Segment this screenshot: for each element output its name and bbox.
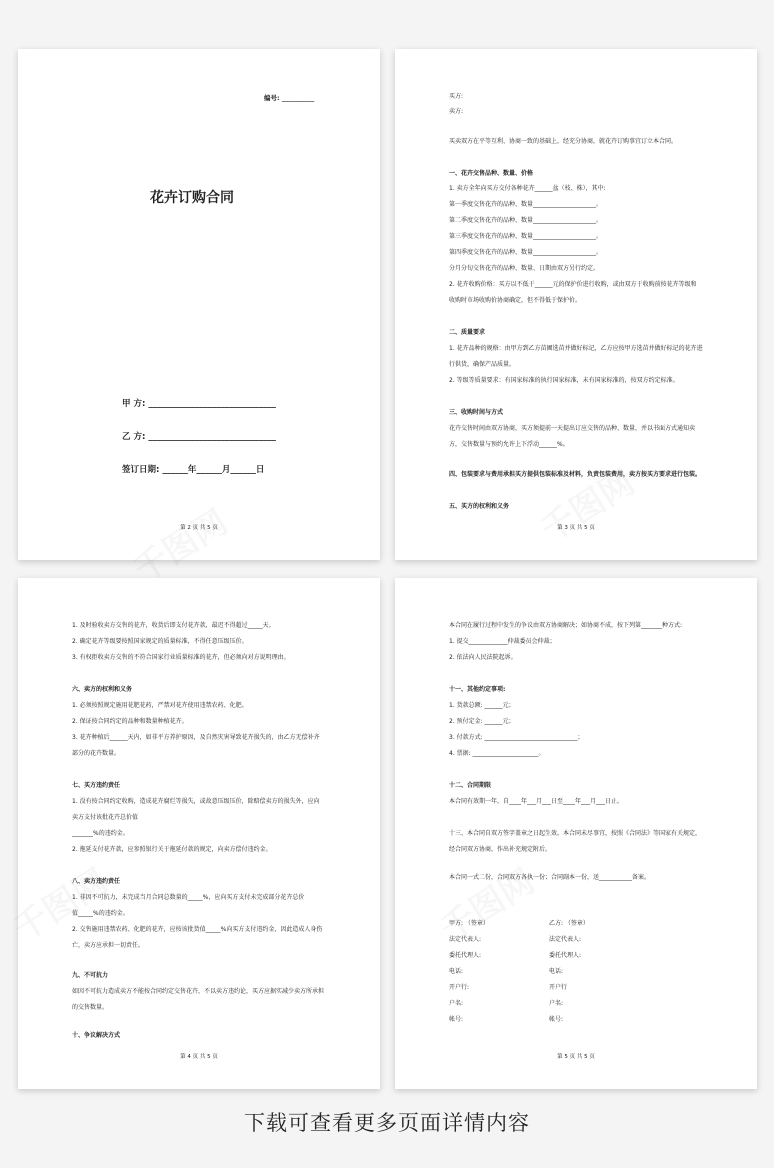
paragraph-line: 方，交售数量与预约允许上下浮动______%。 xyxy=(449,441,569,448)
signature-field: 帐号: xyxy=(549,1016,564,1023)
paragraph-line: 2. 花卉收购价格：买方以不低于______元的保护价进行收购，或由双方于收购前按花卉等级和 xyxy=(449,281,697,288)
paragraph-line: 2. 确定花卉等级要按照国家规定的质量标准，不得任意压级压价。 xyxy=(72,638,248,645)
sign-date-line: 签订日期: ______年______月______日 xyxy=(122,465,265,475)
signature-field: 户名: xyxy=(449,1000,464,1007)
page-3 xyxy=(18,578,380,1089)
paragraph-line: 花卉交售时间由双方协商，买方须提前一天提出订应交售的品种、数量，并以书面方式通知卖 xyxy=(449,425,696,432)
download-caption: 下载可查看更多页面详情内容 xyxy=(244,1111,530,1135)
paragraph-line: 经合同双方协商，作出补充规定附后。 xyxy=(449,846,552,853)
page-footer: 第 2 页 共 5 页 xyxy=(180,525,218,531)
paragraph-line: 3. 花卉种植后______天内，如非平方养护原因，及自然灾害导致花卉损失的，由乙方无偿补齐 xyxy=(72,734,320,741)
paragraph-line: 分月分旬交售花卉的品种、数量、日期由双方另行约定。 xyxy=(449,265,600,272)
signature-field: 乙方: （签章） xyxy=(549,920,589,927)
paragraph-line: 如因不可抗力造成卖方不能按合同约定交售花卉，不以卖方违约论，买方应据实减少卖方所承担 xyxy=(72,988,325,995)
paragraph-line: 的交售数量。 xyxy=(72,1004,109,1011)
section-heading: 六、卖方的权利和义务 xyxy=(72,686,133,693)
signature-field: 委托代理人: xyxy=(449,952,482,959)
paragraph-line: 部分的花卉数量。 xyxy=(72,750,121,757)
signature-field: 开户行: xyxy=(449,984,470,991)
page-4 xyxy=(395,578,757,1089)
paragraph-line: 亡，卖方应承担一切责任。 xyxy=(72,942,145,949)
paragraph-line: 1. 非因不可抗力，未完成当月合同总数量的_____%，应向买方支付未完成部分花卉总价 xyxy=(72,894,305,901)
page-cover xyxy=(18,49,380,560)
page-footer: 第 5 页 共 5 页 xyxy=(557,1054,595,1060)
paragraph-line: 买方: xyxy=(449,93,464,100)
watermark xyxy=(3,855,115,951)
signature-field: 法定代表人: xyxy=(449,936,482,943)
watermark xyxy=(123,496,235,592)
party-b-line: 乙 方: ______________________________ xyxy=(122,432,276,442)
paragraph-line: 值_____%的违约金。 xyxy=(72,910,129,917)
paragraph-line: 2. 保证按合同约定的品种和数量种植花卉。 xyxy=(72,718,188,725)
signature-field: 帐号: xyxy=(449,1016,464,1023)
paragraph-line: 3. 有权拒收卖方交售的不符合国家行业质量标准的花卉，但必须向对方说明理由。 xyxy=(72,654,290,661)
watermark xyxy=(430,855,542,951)
section-heading: 四、包装要求与费用承担买方提供包装标准及材料，负责包装费用，卖方按买方要求进行包装。 xyxy=(449,471,702,478)
signature-field: 委托代理人: xyxy=(549,952,582,959)
paragraph-line: 十三、本合同自双方签字盖章之日起生效。本合同未尽事宜，按照《合同法》等国家有关规定， xyxy=(449,830,702,837)
signature-field: 户名: xyxy=(549,1000,564,1007)
section-heading: 二、质量要求 xyxy=(449,329,486,336)
paragraph-line: 2. 交售施用违禁农药、化肥的花卉，应按该批货值_____%向买方支付违约金，因此造成人身伤 xyxy=(72,926,323,933)
paragraph-line: 第一季度交售花卉的品种、数量_____________________。 xyxy=(449,201,603,208)
paragraph-line: 1. 提交_____________仲裁委员会仲裁； xyxy=(449,638,556,645)
paragraph-line: 1. 没有按合同约定收购，造成花卉腐烂等损失，或故意压级压价，除赔偿卖方的损失外，应向 xyxy=(72,798,320,805)
paragraph-line: 2. 预付定金: ______元； xyxy=(449,718,515,725)
contract-number-label: 编号: __________ xyxy=(264,94,315,102)
paragraph-line: 2. 等级等质量要求：有国家标准的执行国家标准，未有国家标准的，按双方约定标准。 xyxy=(449,377,679,384)
paragraph-line: 本合同一式二份，合同双方各执一份；合同副本一份，送___________备案。 xyxy=(449,874,651,881)
paragraph-line: 第二季度交售花卉的品种、数量_____________________。 xyxy=(449,217,603,224)
paragraph-line: _______%的违约金。 xyxy=(72,830,129,837)
signature-field: 开户行 xyxy=(549,984,568,991)
paragraph-line: 3. 付款方式: _______________________________； xyxy=(449,734,584,741)
section-heading: 十二、合同期限 xyxy=(449,782,492,789)
page-2 xyxy=(395,49,757,560)
section-heading: 十、争议解决方式 xyxy=(72,1032,121,1039)
section-heading: 五、买方的权利和义务 xyxy=(449,503,510,510)
paragraph-line: 收购时市场收购价协商确定，但不得低于保护价。 xyxy=(449,297,582,304)
page-footer: 第 4 页 共 5 页 xyxy=(180,1054,218,1060)
paragraph-line: 1. 货款总额: ______元； xyxy=(449,702,515,709)
paragraph-line: 第三季度交售花卉的品种、数量_____________________。 xyxy=(449,233,603,240)
section-heading: 十一、其他约定事项: xyxy=(449,686,506,693)
paragraph-line: 本合同在履行过程中发生的争议由双方协商解决；如协商不成，按下列第_______种方式: xyxy=(449,622,683,629)
paragraph-line: 卖方: xyxy=(449,108,464,115)
paragraph-line: 1. 及时验收卖方交售的花卉，收货后即支付花卉款，最迟不得超过_____天。 xyxy=(72,622,275,629)
contract-title: 花卉订购合同 xyxy=(150,190,234,206)
section-heading: 一、花卉交售品种、数量、价格 xyxy=(449,170,534,177)
signature-field: 法定代表人: xyxy=(549,936,582,943)
section-heading: 八、卖方违约责任 xyxy=(72,878,121,885)
paragraph-line: 行供货，确保产品质量。 xyxy=(449,361,516,368)
paragraph-line: 2. 拖延支付花卉款，应参照银行关于拖延付款的规定，向卖方偿付违约金。 xyxy=(72,846,272,853)
paragraph-line: 2. 依法向人民法院起诉。 xyxy=(449,654,517,661)
paragraph-line: 4. 票据: ______________________。 xyxy=(449,750,545,757)
section-heading: 九、不可抗力 xyxy=(72,972,109,979)
paragraph-line: 本合同有效期一年，自____年___月___日至____年___月___日止。 xyxy=(449,798,624,805)
section-heading: 七、买方违约责任 xyxy=(72,782,121,789)
paragraph-line: 卖方支付该批花卉总价值 xyxy=(72,814,139,821)
party-a-line: 甲 方: ______________________________ xyxy=(122,399,276,409)
paragraph-line: 1. 必须按照规定施用花肥花药，严禁对花卉使用违禁农药、化肥。 xyxy=(72,702,248,709)
page-footer: 第 3 页 共 5 页 xyxy=(557,525,595,531)
section-heading: 三、收购时间与方式 xyxy=(449,409,504,416)
paragraph-line: 1. 卖方全年向买方交付各种花卉______盆（枝、株），其中: xyxy=(449,185,606,192)
signature-field: 电话: xyxy=(449,968,464,975)
signature-field: 电话: xyxy=(549,968,564,975)
paragraph-line: 第四季度交售花卉的品种、数量_____________________。 xyxy=(449,249,603,256)
paragraph-line: 买卖双方在平等互利、协商一致的基础上，经充分协商，就花卉订购事宜订立本合同。 xyxy=(449,138,678,145)
signature-field: 甲方: （签章） xyxy=(449,920,489,927)
paragraph-line: 1. 花卉品种的规格：由甲方到乙方苗圃选苗并做好标记，乙方应按甲方选苗并做好标记的花卉进 xyxy=(449,345,703,352)
